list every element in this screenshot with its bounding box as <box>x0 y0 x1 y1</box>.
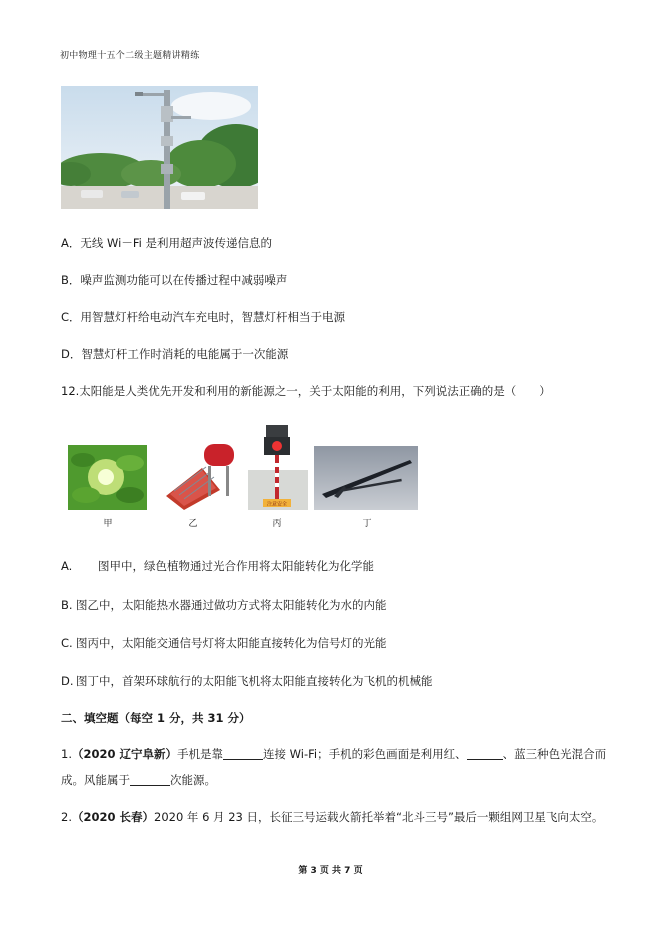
answer-blank[interactable] <box>467 747 503 760</box>
smart-lamp-image <box>61 86 258 209</box>
solar-water-heater-image <box>162 438 237 510</box>
solar-airplane-image <box>314 446 418 510</box>
section-title-fill-in: 二、填空题（每空 1 分，共 31 分） <box>61 711 251 725</box>
q12-option-a: A. 图甲中，绿色植物通过光合作用将太阳能转化为化学能 <box>61 559 374 573</box>
q12-option-d: D. 图丁中，首架环球航行的太阳能飞机将太阳能直接转化为飞机的机械能 <box>61 674 433 688</box>
q11-option-c: C．用智慧灯杆给电动汽车充电时，智慧灯杆相当于电源 <box>61 310 346 324</box>
caption-bing: 丙 <box>272 519 282 529</box>
answer-blank[interactable] <box>130 773 170 786</box>
fill-question-1-line2: 成。风能属于 次能源。 <box>61 773 216 787</box>
caption-jia: 甲 <box>103 519 113 529</box>
fill-question-1-line1: 1.（2020 辽宁阜新）手机是靠 连接 Wi-Fi；手机的彩色画面是利用红、 、蓝三种色光混合而 <box>61 747 607 761</box>
q11-option-a: A．无线 Wi－Fi 是利用超声波传递信息的 <box>61 236 272 250</box>
q12-option-b: B. 图乙中，太阳能热水器通过做功方式将太阳能转化为水的内能 <box>61 598 387 612</box>
page-header: 初中物理十五个二级主题精讲精练 <box>60 51 200 61</box>
fill-question-2: 2.（2020 长春）2020 年 6 月 23 日，长征三号运载火箭托举着“北斗三号”最后一颗组网卫星飞向太空。 <box>61 810 604 824</box>
q12-option-c: C. 图丙中，太阳能交通信号灯将太阳能直接转化为信号灯的光能 <box>61 636 387 650</box>
q11-option-b: B．噪声监测功能可以在传播过程中减弱噪声 <box>61 273 288 287</box>
leaves-image <box>68 445 147 510</box>
caption-yi: 乙 <box>188 519 198 529</box>
q12-stem: 12.太阳能是人类优先开发和利用的新能源之一，关于太阳能的利用，下列说法正确的是（ ） <box>61 384 551 398</box>
page-footer: 第 3 页 共 7 页 <box>298 866 363 876</box>
answer-blank[interactable] <box>223 747 263 760</box>
solar-traffic-light-image <box>248 425 308 510</box>
traffic-sign-text: 注意安全 <box>266 501 288 508</box>
caption-ding: 丁 <box>362 519 372 529</box>
q11-option-d: D．智慧灯杆工作时消耗的电能属于一次能源 <box>61 347 289 361</box>
